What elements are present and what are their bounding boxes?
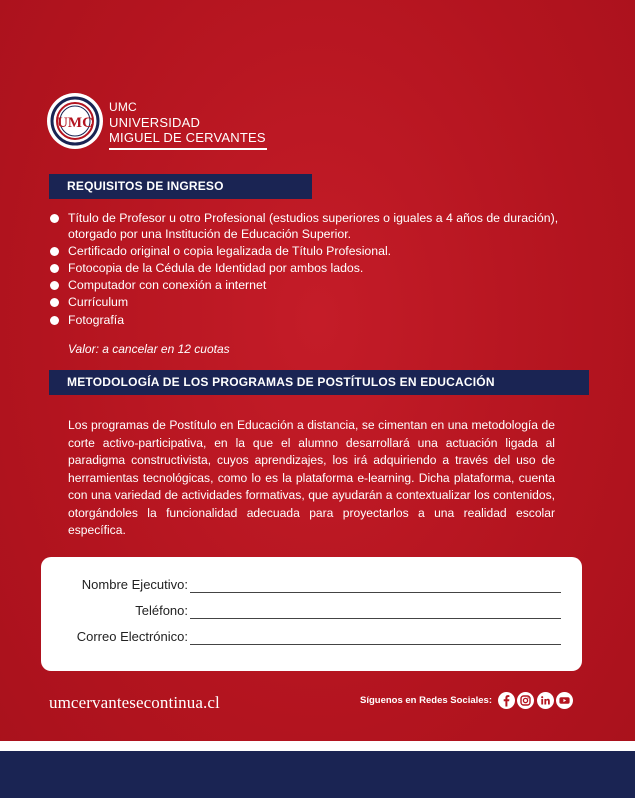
value-note: Valor: a cancelar en 12 cuotas	[68, 342, 230, 356]
footer-white-band	[0, 741, 635, 751]
correo-label: Correo Electrónico:	[76, 629, 188, 644]
nombre-row	[41, 577, 582, 597]
nombre-field[interactable]	[190, 592, 561, 593]
instagram-icon[interactable]	[517, 692, 534, 709]
contact-form-card	[41, 557, 582, 671]
bullet-icon	[50, 264, 59, 273]
website-link[interactable]: umcervantesecontinua.cl	[49, 693, 220, 712]
social-label: Síguenos en Redes Sociales:	[360, 694, 492, 706]
requirements-list	[49, 211, 559, 330]
correo-row	[41, 629, 582, 649]
correo-field[interactable]	[190, 644, 561, 645]
facebook-icon[interactable]	[498, 692, 515, 709]
list-item: Computador con conexión a internet	[49, 278, 559, 294]
list-item: Currículum	[49, 295, 559, 311]
linkedin-icon[interactable]	[537, 692, 554, 709]
footer-navy-band	[0, 751, 635, 798]
bullet-icon	[50, 316, 59, 325]
list-item: Certificado original o copia legalizada de Título Profesional.	[49, 244, 559, 260]
bullet-icon	[50, 247, 59, 256]
requirements-header: REQUISITOS DE INGRESO	[49, 174, 312, 199]
university-logo	[47, 93, 277, 163]
telefono-row	[41, 603, 582, 623]
logo-name: MIGUEL DE CERVANTES	[109, 130, 266, 145]
methodology-header: METODOLOGÍA DE LOS PROGRAMAS DE POSTÍTULOS EN EDUCACIÓN	[49, 370, 589, 395]
bullet-icon	[50, 298, 59, 307]
list-item: Fotocopia de la Cédula de Identidad por ambos lados.	[49, 261, 559, 277]
nombre-label: Nombre Ejecutivo:	[81, 577, 188, 592]
bullet-icon	[50, 214, 59, 223]
list-item: Fotografía	[49, 313, 559, 329]
logo-acronym: UMC	[109, 100, 137, 114]
methodology-paragraph: Los programas de Postítulo en Educación a distancia, se cimentan en una metodología de corte activo-participativa, en la que el alumno desarrollará una actuación ligada al paradigma constructivista, cuyos aprendizajes, los irá adquiriendo a través del uso de herramientas tecnológicas, como lo es la plataforma e-learning. Dicha plataforma, cuenta con una variedad de actividades formativas, que ayudarán a contextualizar los contenidos, otorgándoles la funcionalidad adecuada para proyectarlos a una realidad escolar específica.	[68, 418, 555, 537]
telefono-label: Teléfono:	[135, 603, 188, 618]
bullet-icon	[50, 281, 59, 290]
list-item: Título de Profesor u otro Profesional (estudios superiores o iguales a 4 años de duración), otorgado por una Institución de Educación Superior.	[49, 211, 559, 242]
logo-underline	[109, 148, 267, 150]
logo-university: UNIVERSIDAD	[109, 115, 201, 130]
telefono-field[interactable]	[190, 618, 561, 619]
svg-text:UMC: UMC	[57, 115, 93, 131]
umc-seal-icon	[47, 93, 103, 149]
social-links	[360, 689, 573, 711]
youtube-icon[interactable]	[556, 692, 573, 709]
